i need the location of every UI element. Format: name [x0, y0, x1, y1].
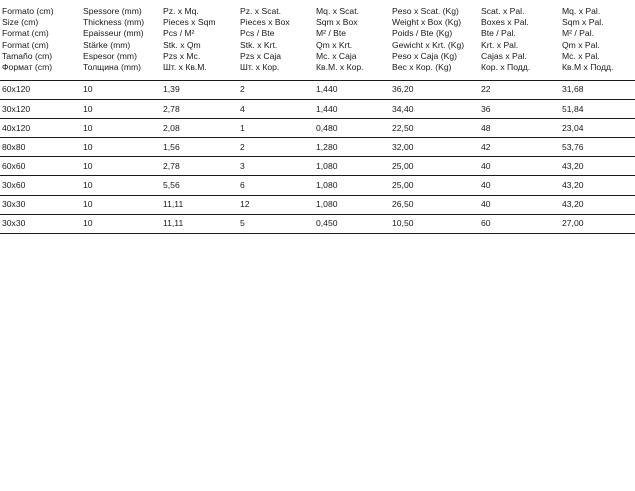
cell-weight-per-box: 26,50 — [390, 195, 479, 214]
header-line: Pz. x Mq. — [163, 6, 199, 16]
cell-pieces-per-box: 3 — [238, 157, 314, 176]
cell-size: 80x80 — [0, 138, 81, 157]
cell-size: 30x120 — [0, 100, 81, 119]
cell-thickness: 10 — [81, 100, 161, 119]
cell-size: 40x120 — [0, 119, 81, 138]
header-line: Толщина (mm) — [83, 61, 142, 72]
header-line: Pzs x Caja — [240, 50, 282, 61]
cell-thickness: 10 — [81, 195, 161, 214]
header-line: Scat. x Pal. — [481, 6, 525, 16]
header-line: Weight x Box (Kg) — [392, 17, 462, 28]
header-line: Pcs / Bte — [240, 28, 275, 39]
header-line: Mq. x Scat. — [316, 6, 359, 16]
header-line: Шт. х Кор. — [240, 61, 280, 72]
cell-weight-per-box: 22,50 — [390, 119, 479, 138]
cell-pieces-per-box: 1 — [238, 119, 314, 138]
cell-boxes-per-pallet: 40 — [479, 176, 560, 195]
header-line: Pzs x Mc. — [163, 50, 201, 61]
cell-boxes-per-pallet: 40 — [479, 157, 560, 176]
cell-boxes-per-pallet: 42 — [479, 138, 560, 157]
header-pieces-per-sqm — [161, 6, 238, 81]
table-row — [0, 195, 635, 214]
header-line: Pieces x Sqm — [163, 17, 216, 28]
cell-pieces-per-sqm: 1,56 — [161, 138, 238, 157]
header-line: Poids / Bte (Kg) — [392, 28, 453, 39]
header-line: Cajas x Pal. — [481, 50, 527, 61]
cell-size: 60x120 — [0, 81, 81, 100]
header-line: Pz. x Scat. — [240, 6, 282, 16]
header-line: Qm x Pal. — [562, 39, 600, 50]
table-row — [0, 157, 635, 176]
header-row — [0, 6, 635, 81]
header-line: Mc. x Pal. — [562, 50, 600, 61]
product-spec-table — [0, 6, 635, 234]
cell-thickness: 10 — [81, 138, 161, 157]
header-line: Шт. х Кв.М. — [163, 61, 207, 72]
cell-sqm-per-box: 1,440 — [314, 81, 390, 100]
header-line: Size (cm) — [2, 17, 39, 28]
cell-pieces-per-box: 5 — [238, 214, 314, 233]
header-boxes-per-pallet — [479, 6, 560, 81]
cell-weight-per-box: 10,50 — [390, 214, 479, 233]
cell-size: 60x60 — [0, 157, 81, 176]
cell-thickness: 10 — [81, 214, 161, 233]
cell-pieces-per-sqm: 11,11 — [161, 214, 238, 233]
header-line: Formato (cm) — [2, 6, 54, 16]
cell-weight-per-box: 34,40 — [390, 100, 479, 119]
header-line: Peso x Scat. (Kg) — [392, 6, 459, 16]
header-line: Boxes x Pal. — [481, 17, 529, 28]
header-sqm-per-pallet — [560, 6, 635, 81]
header-line: M² / Bte — [316, 28, 347, 39]
header-line: Mc. x Caja — [316, 50, 357, 61]
cell-sqm-per-box: 1,280 — [314, 138, 390, 157]
header-line: Espesor (mm) — [83, 50, 137, 61]
header-sqm-per-box — [314, 6, 390, 81]
header-line: Mq. x Pal. — [562, 6, 601, 16]
header-line: Stärke (mm) — [83, 39, 131, 50]
cell-sqm-per-pallet: 43,20 — [560, 157, 635, 176]
cell-weight-per-box: 36,20 — [390, 81, 479, 100]
header-line: Krt. x Pal. — [481, 39, 519, 50]
header-weight-per-box — [390, 6, 479, 81]
cell-thickness: 10 — [81, 176, 161, 195]
header-line: Tamaño (cm) — [2, 50, 53, 61]
header-pieces-per-box — [238, 6, 314, 81]
cell-pieces-per-sqm: 1,39 — [161, 81, 238, 100]
cell-sqm-per-pallet: 43,20 — [560, 195, 635, 214]
cell-sqm-per-box: 0,450 — [314, 214, 390, 233]
cell-pieces-per-sqm: 2,08 — [161, 119, 238, 138]
table-row — [0, 119, 635, 138]
cell-sqm-per-pallet: 23,04 — [560, 119, 635, 138]
header-line: Format (cm) — [2, 39, 49, 50]
cell-thickness: 10 — [81, 119, 161, 138]
header-line: Вес х Кор. (Kg) — [392, 61, 452, 72]
header-line: Stk. x Qm — [163, 39, 201, 50]
header-line: Thickness (mm) — [83, 17, 145, 28]
cell-weight-per-box: 25,00 — [390, 176, 479, 195]
cell-pieces-per-sqm: 2,78 — [161, 157, 238, 176]
cell-boxes-per-pallet: 22 — [479, 81, 560, 100]
cell-sqm-per-pallet: 43,20 — [560, 176, 635, 195]
header-line: Qm x Krt. — [316, 39, 353, 50]
table-row — [0, 176, 635, 195]
header-thickness — [81, 6, 161, 81]
header-line: Sqm x Pal. — [562, 17, 604, 28]
table-row — [0, 100, 635, 119]
cell-size: 30x30 — [0, 214, 81, 233]
header-line: Format (cm) — [2, 28, 49, 39]
cell-thickness: 10 — [81, 81, 161, 100]
header-line: Gewicht x Krt. (Kg) — [392, 39, 465, 50]
header-line: Pieces x Box — [240, 17, 290, 28]
cell-pieces-per-box: 2 — [238, 81, 314, 100]
cell-pieces-per-sqm: 5,56 — [161, 176, 238, 195]
header-line: Spessore (mm) — [83, 6, 142, 16]
cell-sqm-per-box: 1,080 — [314, 157, 390, 176]
header-line: Формат (cm) — [2, 61, 53, 72]
cell-size: 30x60 — [0, 176, 81, 195]
cell-pieces-per-sqm: 11,11 — [161, 195, 238, 214]
header-line: Кор. х Подд. — [481, 61, 531, 72]
cell-pieces-per-box: 12 — [238, 195, 314, 214]
table-row — [0, 214, 635, 233]
header-line: Stk. x Krt. — [240, 39, 278, 50]
cell-sqm-per-pallet: 53,76 — [560, 138, 635, 157]
cell-pieces-per-box: 6 — [238, 176, 314, 195]
cell-weight-per-box: 32,00 — [390, 138, 479, 157]
cell-sqm-per-box: 1,440 — [314, 100, 390, 119]
header-line: Кв.М. х Кор. — [316, 61, 364, 72]
cell-boxes-per-pallet: 36 — [479, 100, 560, 119]
header-line: Кв.М х Подд. — [562, 61, 614, 72]
table-row — [0, 81, 635, 100]
cell-sqm-per-box: 1,080 — [314, 195, 390, 214]
cell-boxes-per-pallet: 60 — [479, 214, 560, 233]
header-size — [0, 6, 81, 81]
header-line: Bte / Pal. — [481, 28, 516, 39]
cell-pieces-per-box: 2 — [238, 138, 314, 157]
cell-pieces-per-sqm: 2,78 — [161, 100, 238, 119]
cell-boxes-per-pallet: 48 — [479, 119, 560, 138]
header-line: M² / Pal. — [562, 28, 594, 39]
cell-sqm-per-box: 1,080 — [314, 176, 390, 195]
cell-sqm-per-pallet: 27,00 — [560, 214, 635, 233]
cell-sqm-per-pallet: 31,68 — [560, 81, 635, 100]
cell-sqm-per-pallet: 51,84 — [560, 100, 635, 119]
cell-thickness: 10 — [81, 157, 161, 176]
header-line: Peso x Caja (Kg) — [392, 50, 457, 61]
header-line: Sqm x Box — [316, 17, 358, 28]
header-line: Pcs / M² — [163, 28, 195, 39]
cell-boxes-per-pallet: 40 — [479, 195, 560, 214]
cell-sqm-per-box: 0,480 — [314, 119, 390, 138]
cell-pieces-per-box: 4 — [238, 100, 314, 119]
cell-size: 30x30 — [0, 195, 81, 214]
header-line: Epaisseur (mm) — [83, 28, 144, 39]
table-row — [0, 138, 635, 157]
cell-weight-per-box: 25,00 — [390, 157, 479, 176]
